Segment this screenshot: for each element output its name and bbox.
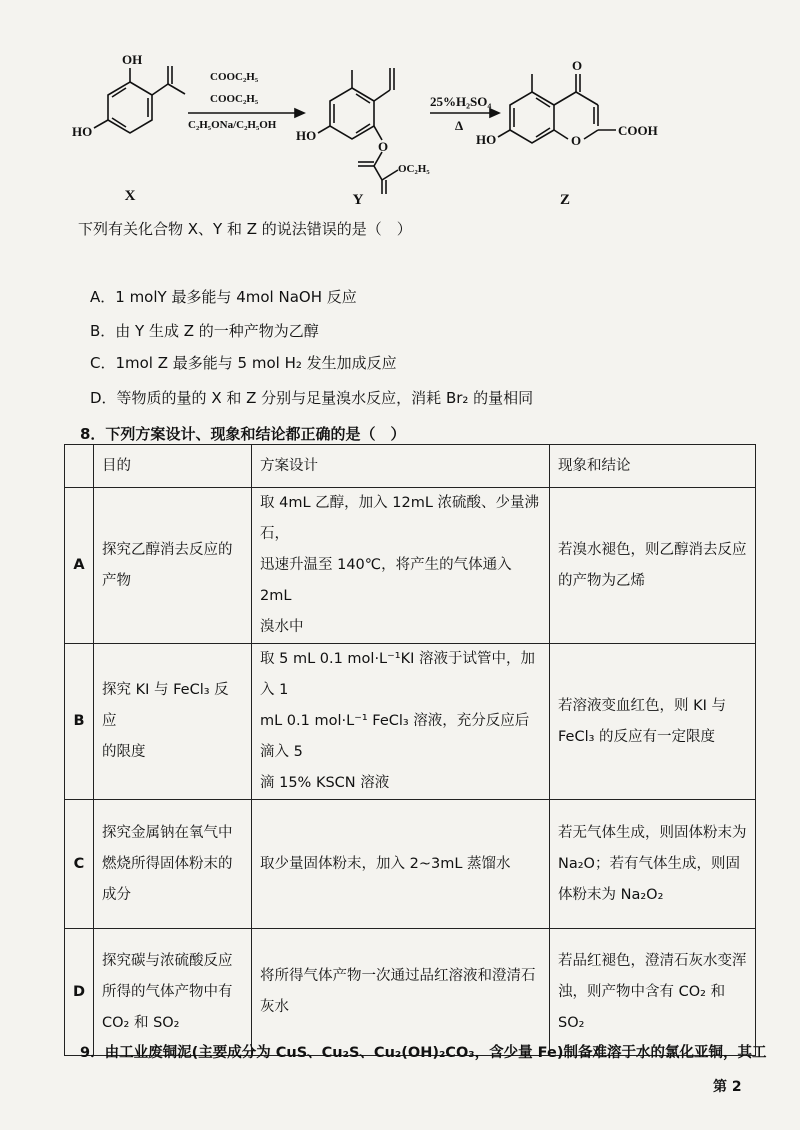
result-cell xyxy=(550,488,756,644)
x-ho-label: HO xyxy=(72,124,93,139)
design-cell xyxy=(252,800,550,929)
purpose-line: 所得的气体产物中有 xyxy=(102,983,233,1000)
question-7-option-c: C．1mol Z 最多能与 5 mol H₂ 发生加成反应 xyxy=(90,354,397,372)
purpose-cell xyxy=(94,488,252,644)
compound-z-structure xyxy=(498,74,616,143)
design-cell xyxy=(252,929,550,1056)
result-line: FeCl₃ 的反应有一定限度 xyxy=(558,728,716,745)
reagent-below: C₂H₅ONa/C₂H₅OH xyxy=(188,119,277,131)
design-cell xyxy=(252,488,550,644)
purpose-line: 的限度 xyxy=(102,744,146,760)
design-line: 灰水 xyxy=(260,999,289,1015)
design-line: 取 5 mL 0.1 mol·L⁻¹KI 溶液于试管中，加入 1 xyxy=(260,651,535,698)
y-oc2h5-label: OC₂H₅ xyxy=(398,163,430,175)
header-design: 方案设计 xyxy=(252,445,550,488)
z-carbonyl-o-label: O xyxy=(572,58,583,73)
z-ho-label: HO xyxy=(476,132,497,147)
question-7-option-a: A．1 molY 最多能与 4mol NaOH 反应 xyxy=(90,288,357,306)
table-row xyxy=(65,929,756,1056)
result-line: Na₂O；若有气体生成，则固 xyxy=(558,855,740,872)
row-label: C xyxy=(65,800,94,929)
design-line: 取 4mL 乙醇，加入 12mL 浓硫酸、少量沸石， xyxy=(260,495,540,542)
row-label: A xyxy=(65,488,94,644)
purpose-cell xyxy=(94,800,252,929)
question-7-option-b: B．由 Y 生成 Z 的一种产物为乙醇 xyxy=(90,322,319,340)
result-line: 浊，则产物中含有 CO₂ 和 SO₂ xyxy=(558,983,726,1031)
y-ho-label: HO xyxy=(296,128,317,143)
z-cooh-label: COOH xyxy=(618,123,658,138)
question-8-table xyxy=(64,444,756,1056)
header-purpose: 目的 xyxy=(94,445,252,488)
design-line: mL 0.1 mol·L⁻¹ FeCl₃ 溶液，充分反应后滴入 5 xyxy=(260,713,530,760)
result-line: 若溶液变血红色，则 KI 与 xyxy=(558,697,727,714)
header-result: 现象和结论 xyxy=(550,445,756,488)
question-8-stem: 8．下列方案设计、现象和结论都正确的是（ ） xyxy=(80,425,406,443)
purpose-line: 成分 xyxy=(102,886,131,903)
design-line: 取少量固体粉末，加入 2~3mL 蒸馏水 xyxy=(260,855,511,872)
purpose-line: 燃烧所得固体粉末的 xyxy=(102,855,233,872)
question-9-stem: 9．由工业废铜泥(主要成分为 CuS、Cu₂S、Cu₂(OH)₂CO₃，含少量 Fe)制备难溶于水的氯化亚铜，其工 xyxy=(80,1045,767,1061)
result-line: 若无气体生成，则固体粉末为 xyxy=(558,824,747,841)
compound-y-structure xyxy=(318,68,398,194)
design-line: 溴水中 xyxy=(260,619,304,635)
compound-x-structure xyxy=(94,66,185,133)
compound-y-label: Y xyxy=(352,192,364,208)
question-7-stem: 下列有关化合物 X、Y 和 Z 的说法错误的是（ ） xyxy=(78,220,412,238)
purpose-line: 探究碳与浓硫酸反应 xyxy=(102,952,233,969)
x-oh-label: OH xyxy=(122,52,143,67)
compound-x-label: X xyxy=(124,188,136,204)
result-line: 体粉末为 Na₂O₂ xyxy=(558,886,664,903)
result-cell xyxy=(550,800,756,929)
acid-reagent-label: 25%H₂SO₄ xyxy=(430,94,492,109)
y-o-label: O xyxy=(378,139,389,154)
purpose-cell xyxy=(94,929,252,1056)
design-line: 迅速升温至 140℃，将产生的气体通入 2mL xyxy=(260,557,512,604)
header-blank xyxy=(65,445,94,488)
table-header-row xyxy=(65,445,756,488)
purpose-cell xyxy=(94,644,252,800)
question-7-option-d: D．等物质的量的 X 和 Z 分别与足量溴水反应，消耗 Br₂ 的量相同 xyxy=(90,389,534,407)
compound-z-label: Z xyxy=(559,192,571,208)
heat-symbol: Δ xyxy=(455,118,464,133)
purpose-line: 探究金属钠在氧气中 xyxy=(102,824,233,841)
result-line: 若溴水褪色，则乙醇消去反应 xyxy=(558,541,747,558)
reaction-scheme xyxy=(60,40,780,215)
table-row xyxy=(65,488,756,644)
z-ring-o-label: O xyxy=(571,133,582,148)
purpose-line: 探究 KI 与 FeCl₃ 反应 xyxy=(102,682,229,729)
design-cell xyxy=(252,644,550,800)
reagent-line1: COOC₂H₅ xyxy=(210,71,259,83)
result-line: 的产物为乙烯 xyxy=(558,572,645,589)
purpose-line: CO₂ 和 SO₂ xyxy=(102,1014,180,1031)
table-row xyxy=(65,800,756,929)
result-cell xyxy=(550,644,756,800)
result-line: 若品红褪色，澄清石灰水变浑 xyxy=(558,952,747,969)
row-label: D xyxy=(65,929,94,1056)
reagent-line2: COOC₂H₅ xyxy=(210,93,259,105)
purpose-line: 探究乙醇消去反应的 xyxy=(102,541,233,558)
design-line: 将所得气体产物一次通过品红溶液和澄清石 xyxy=(260,968,536,984)
design-line: 滴 15% KSCN 溶液 xyxy=(260,775,390,791)
result-cell xyxy=(550,929,756,1056)
row-label: B xyxy=(65,644,94,800)
table-row xyxy=(65,644,756,800)
page-number: 第 2 xyxy=(713,1079,742,1095)
purpose-line: 产物 xyxy=(102,572,131,589)
